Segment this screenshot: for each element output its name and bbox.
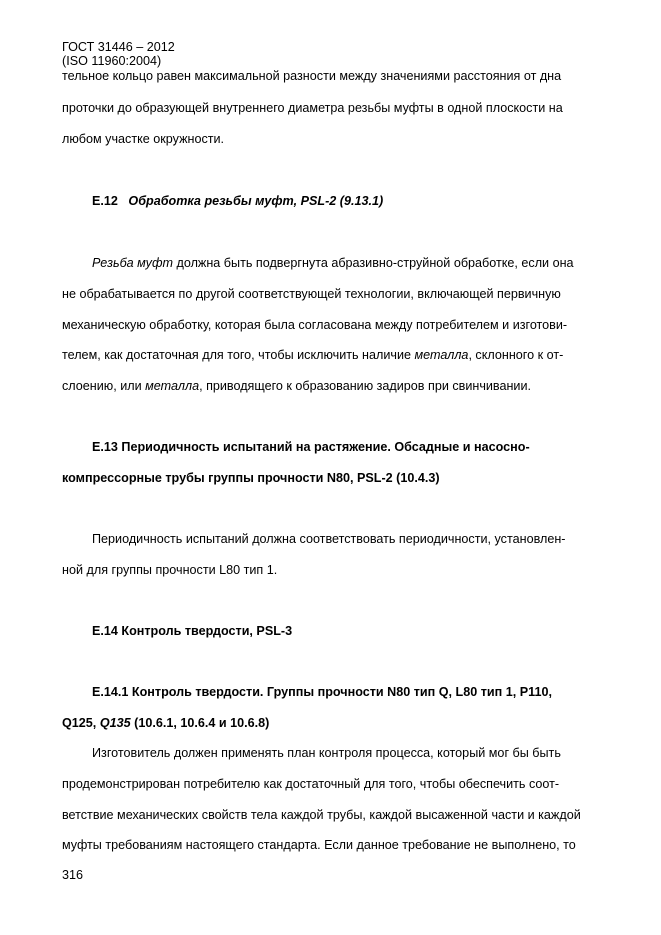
standard-number: ГОСТ 31446 – 2012 (62, 40, 175, 54)
text-span: слоению, или (62, 379, 146, 393)
paragraph-line: не обрабатывается по другой соответствующей технологии, включающей первичную (62, 287, 561, 301)
section-heading-e13: Е.13 Периодичность испытаний на растяжение. Обсадные и насосно- (92, 440, 530, 454)
iso-reference: (ISO 11960:2004) (62, 54, 162, 68)
section-heading-e14-1: Е.14.1 Контроль твердости. Группы прочности N80 тип Q, L80 тип 1, Р110, (92, 685, 552, 699)
paragraph-line: тельное кольцо равен максимальной разности между значениями расстояния от дна (62, 69, 562, 83)
section-heading-e12 (92, 194, 383, 209)
term-italic: Резьба муфт (92, 256, 173, 270)
paragraph-line: муфты требованиям настоящего стандарта. Если данное требование не выполнено, то (62, 838, 576, 852)
paragraph-line: продемонстрирован потребителю как достаточный для того, чтобы обеспечить соот- (62, 777, 560, 791)
paragraph-line: ветствие механических свойств тела каждой трубы, каждой высаженной части и каждой (62, 808, 581, 822)
section-title: Обработка резьбы муфт, PSL-2 (9.13.1) (128, 194, 384, 208)
section-heading-e14-1-cont (62, 716, 269, 731)
term-italic: металла (414, 348, 469, 362)
paragraph-line: любом участке окружности. (62, 132, 225, 146)
text-span: (10.6.1, 10.6.4 и 10.6.8) (130, 716, 270, 730)
page-number: 316 (62, 868, 84, 882)
text-span: , приводящего к образованию задиров при свинчивании. (199, 379, 532, 393)
term-italic: металла (145, 379, 200, 393)
text-span: должна быть подвергнута абразивно-струйной обработке, если она (173, 256, 574, 270)
section-heading-e14: Е.14 Контроль твердости, PSL-3 (92, 624, 293, 638)
paragraph-line (62, 379, 531, 394)
text-span: телем, как достаточная для того, чтобы исключить наличие (62, 348, 415, 362)
paragraph-line: Периодичность испытаний должна соответствовать периодичности, установлен- (92, 532, 566, 546)
text-span: Q125, (62, 716, 100, 730)
paragraph-line (62, 348, 563, 363)
paragraph-line: проточки до образующей внутреннего диаметра резьбы муфты в одной плоскости на (62, 101, 563, 115)
section-number: Е.12 (92, 194, 118, 208)
paragraph-line: механическую обработку, которая была согласована между потребителем и изготови- (62, 318, 568, 332)
term-italic: Q135 (99, 716, 131, 730)
paragraph-line (92, 256, 574, 271)
paragraph-line: ной для группы прочности L80 тип 1. (62, 563, 278, 577)
section-heading-e13-cont: компрессорные трубы группы прочности N80, PSL-2 (10.4.3) (62, 471, 440, 485)
paragraph-line: Изготовитель должен применять план контроля процесса, который мог бы быть (92, 746, 561, 760)
text-span: , склонного к от- (468, 348, 564, 362)
